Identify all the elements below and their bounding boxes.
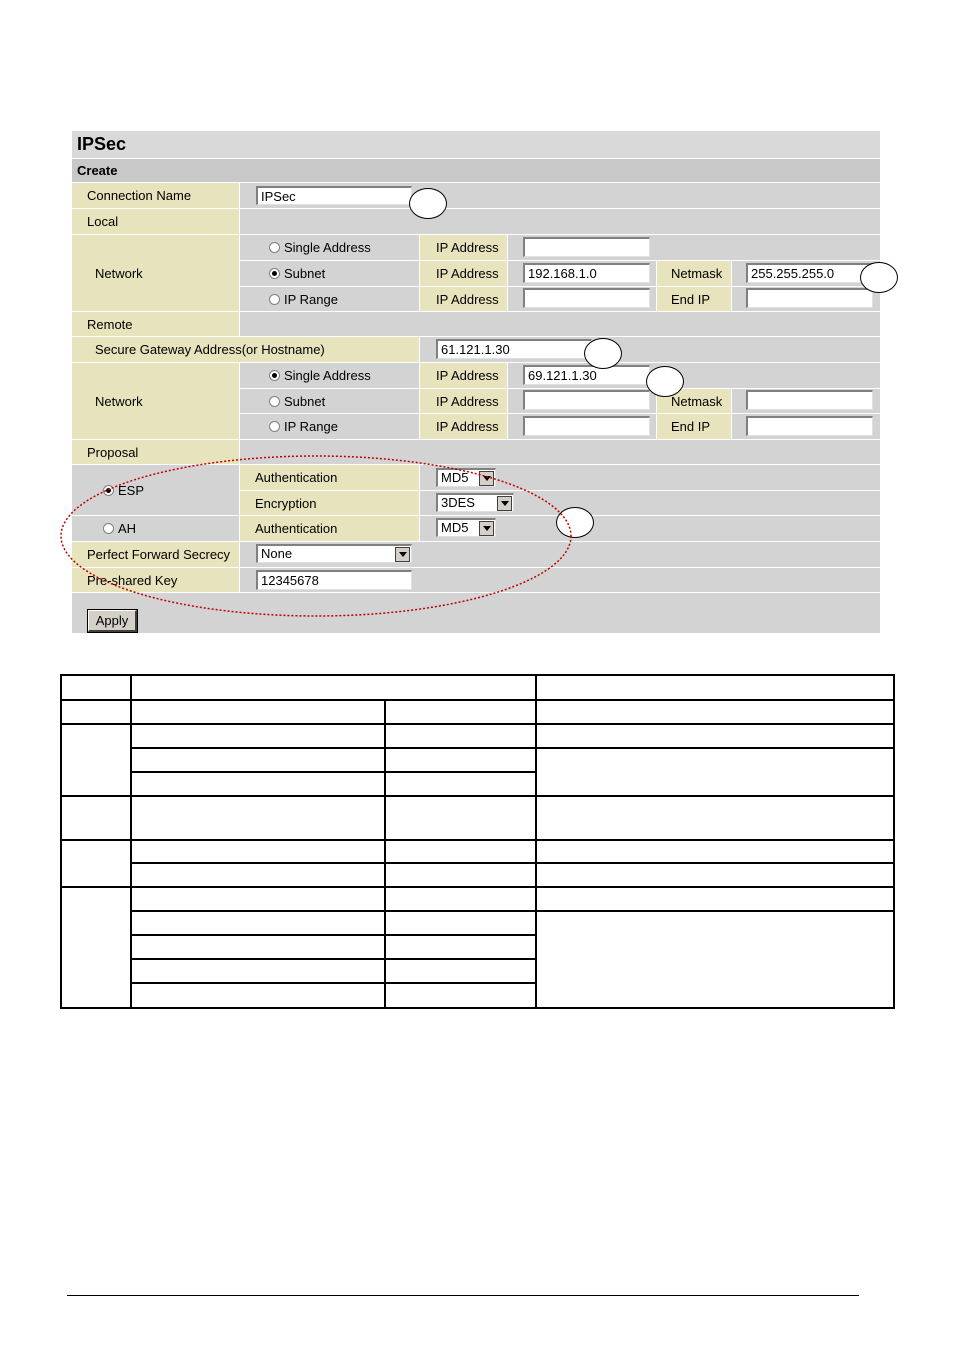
local-label: Local xyxy=(72,209,239,234)
radio-label: Single Address xyxy=(284,240,371,255)
proposal-highlight-ellipse xyxy=(56,452,576,620)
remote-ip-address-label: IP Address xyxy=(420,363,507,388)
table-row-divider xyxy=(60,699,895,701)
radio-label: Subnet xyxy=(284,266,326,281)
esp-authentication-label: Authentication xyxy=(240,465,419,490)
radio-label: Subnet xyxy=(284,393,326,409)
table-row-divider xyxy=(131,958,536,960)
remote-range-start-input[interactable] xyxy=(523,416,650,436)
local-range-start-input[interactable] xyxy=(523,288,650,308)
local-radio-ip-range[interactable] xyxy=(240,287,419,311)
remote-label: Remote xyxy=(72,312,239,336)
callout-marker-3 xyxy=(584,338,622,369)
local-netmask-label: Netmask xyxy=(657,261,731,286)
apply-button[interactable]: Apply xyxy=(88,610,137,632)
remote-single-ip-input[interactable]: 69.121.1.30 xyxy=(523,365,650,385)
radio-label: IP Range xyxy=(284,419,338,434)
remote-netmask-label: Netmask xyxy=(657,389,731,413)
table-row-divider xyxy=(60,839,895,841)
pfs-label: Perfect Forward Secrecy xyxy=(72,542,239,567)
radio-label: IP Range xyxy=(284,291,338,307)
local-ip-address-label: IP Address xyxy=(420,235,507,260)
local-radio-single-address[interactable] xyxy=(240,235,419,260)
local-network-label: Network xyxy=(72,235,239,311)
create-header: Create xyxy=(72,159,880,182)
remote-radio-subnet[interactable] xyxy=(240,389,419,413)
table-row-divider xyxy=(131,982,536,984)
page-title: IPSec xyxy=(72,131,880,158)
table-col-divider xyxy=(130,674,132,1009)
table-row-divider xyxy=(131,771,536,773)
table-col-divider xyxy=(535,674,537,1009)
local-end-ip-label: End IP xyxy=(657,287,731,311)
radio-label: ESP xyxy=(118,482,145,498)
radio-icon[interactable] xyxy=(269,370,280,381)
remote-cell xyxy=(240,312,880,336)
radio-icon[interactable] xyxy=(269,294,280,305)
local-subnet-ip-input[interactable]: 192.168.1.0 xyxy=(523,263,650,283)
remote-netmask-input[interactable] xyxy=(746,390,873,410)
psk-input[interactable]: 12345678 xyxy=(256,570,412,590)
radio-icon[interactable] xyxy=(269,421,280,432)
table-row-divider xyxy=(60,886,895,888)
local-radio-subnet[interactable] xyxy=(240,261,419,286)
local-range-ip-label: IP Address xyxy=(420,287,507,311)
callout-marker-1 xyxy=(409,188,447,219)
remote-end-ip-label: End IP xyxy=(657,414,731,439)
remote-subnet-ip-label: IP Address xyxy=(420,389,507,413)
radio-label: AH xyxy=(118,521,137,536)
table-col-divider xyxy=(384,699,386,1009)
psk-label: Pre-shared Key xyxy=(72,568,239,592)
remote-range-end-input[interactable] xyxy=(746,416,873,436)
radio-icon[interactable] xyxy=(269,268,280,279)
table-row-divider xyxy=(131,934,536,936)
local-subnet-ip-label: IP Address xyxy=(420,261,507,286)
secure-gateway-input[interactable]: 61.121.1.30 xyxy=(436,339,592,359)
local-single-ip-input[interactable] xyxy=(523,237,650,257)
radio-icon[interactable] xyxy=(269,396,280,407)
table-row-divider xyxy=(131,862,895,864)
connection-name-input[interactable]: IPSec xyxy=(256,186,412,205)
local-netmask-input[interactable]: 255.255.255.0 xyxy=(746,263,873,283)
local-range-end-input[interactable] xyxy=(746,288,873,308)
remote-network-label: Network xyxy=(72,363,239,439)
proposal-label: Proposal xyxy=(72,440,239,464)
footer-rule xyxy=(67,1295,859,1296)
remote-radio-single-address[interactable] xyxy=(240,363,419,388)
table-row-divider xyxy=(131,910,895,912)
table-row-divider xyxy=(60,795,895,797)
callout-marker-2 xyxy=(860,262,898,293)
select-value: 3DES xyxy=(441,495,475,510)
table-row-divider xyxy=(131,747,895,749)
remote-range-ip-label: IP Address xyxy=(420,414,507,439)
ah-authentication-label: Authentication xyxy=(240,516,419,541)
table-row-divider xyxy=(60,723,895,725)
connection-name-label: Connection Name xyxy=(72,183,239,208)
secure-gateway-label: Secure Gateway Address(or Hostname) xyxy=(72,337,419,362)
local-cell xyxy=(240,209,880,234)
select-value: MD5 xyxy=(441,520,469,535)
callout-marker-4 xyxy=(646,366,684,397)
radio-icon[interactable] xyxy=(269,242,280,253)
remote-subnet-ip-input[interactable] xyxy=(523,390,650,410)
remote-radio-ip-range[interactable] xyxy=(240,414,419,439)
select-value: None xyxy=(261,546,293,561)
radio-label: Single Address xyxy=(284,368,371,383)
select-value: MD5 xyxy=(441,470,469,485)
esp-encryption-label: Encryption xyxy=(240,491,419,515)
